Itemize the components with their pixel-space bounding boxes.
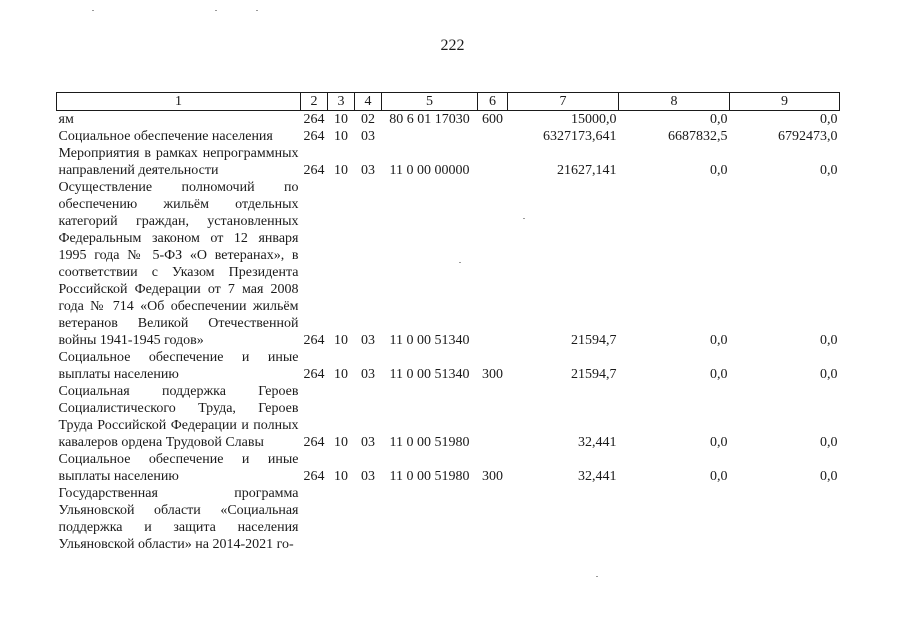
target-article <box>382 128 478 145</box>
amount-col7: 21594,7 <box>571 333 617 348</box>
target-article: 11 0 00 51980 <box>389 469 470 484</box>
amount-col7: 21627,141 <box>557 163 617 178</box>
column-number-header-row <box>57 93 840 111</box>
amount-col7: 6327173,641 <box>543 129 617 144</box>
table-row <box>57 349 840 383</box>
row-name: Социальное обеспечение населения <box>58 129 273 144</box>
expense-type <box>478 383 508 451</box>
amount-col8: 6687832,5 <box>668 129 728 144</box>
column-header: 1 <box>57 93 301 111</box>
admin-code: 264 <box>303 469 325 484</box>
amount-col8: 0,0 <box>710 163 728 178</box>
page-number: 222 <box>440 37 465 54</box>
subsection-code: 03 <box>361 333 375 348</box>
amount-col9: 0,0 <box>820 469 838 484</box>
row-name: ям <box>58 112 74 127</box>
admin-code: 264 <box>303 435 325 450</box>
section-code: 10 <box>334 435 348 450</box>
column-header: 5 <box>382 93 478 111</box>
admin-code: 264 <box>303 333 325 348</box>
expense-type <box>478 145 508 179</box>
admin-code <box>301 485 328 553</box>
expense-type: 300 <box>482 469 503 484</box>
subsection-code <box>355 485 382 553</box>
table-row <box>57 111 840 129</box>
amount-col9: 0,0 <box>820 163 838 178</box>
scan-speck <box>596 576 598 577</box>
subsection-code: 03 <box>361 367 375 382</box>
column-header: 9 <box>730 93 840 111</box>
section-code: 10 <box>334 112 348 127</box>
table-row <box>57 451 840 485</box>
expense-type: 600 <box>482 112 503 127</box>
amount-col8: 0,0 <box>710 435 728 450</box>
target-article: 11 0 00 00000 <box>389 163 470 178</box>
row-name: Социальная поддержка Героев Социалистического Труда, Героев Труда Российской Федерации и полных кавалеров ордена Трудовой Славы <box>58 384 299 450</box>
amount-col7: 32,441 <box>578 469 617 484</box>
admin-code: 264 <box>303 163 325 178</box>
target-article: 11 0 00 51340 <box>389 367 470 382</box>
table-row <box>57 383 840 451</box>
amount-col9 <box>730 485 840 553</box>
target-article <box>382 485 478 553</box>
amount-col7: 21594,7 <box>571 367 617 382</box>
table-row <box>57 128 840 145</box>
section-code <box>328 485 355 553</box>
target-article: 80 6 01 17030 <box>389 112 470 127</box>
amount-col8: 0,0 <box>710 469 728 484</box>
column-header: 4 <box>355 93 382 111</box>
section-code: 10 <box>334 367 348 382</box>
admin-code: 264 <box>303 112 325 127</box>
column-header: 6 <box>478 93 508 111</box>
subsection-code: 03 <box>361 163 375 178</box>
table-row <box>57 485 840 553</box>
subsection-code: 03 <box>361 435 375 450</box>
budget-table <box>56 92 840 553</box>
row-name: Мероприятия в рамках непрограммных направлений деятельности <box>58 146 299 178</box>
target-article: 11 0 00 51340 <box>389 333 470 348</box>
row-name: Социальное обеспечение и иные выплаты населению <box>58 350 299 382</box>
amount-col8: 0,0 <box>710 367 728 382</box>
expense-type <box>478 128 508 145</box>
amount-col8: 0,0 <box>710 112 728 127</box>
scan-speck <box>215 10 217 11</box>
admin-code: 264 <box>303 367 325 382</box>
amount-col8: 0,0 <box>710 333 728 348</box>
section-code: 10 <box>334 163 348 178</box>
scan-speck <box>256 10 258 11</box>
amount-col9: 6792473,0 <box>778 129 838 144</box>
table-row <box>57 179 840 349</box>
expense-type <box>478 485 508 553</box>
amount-col9: 0,0 <box>820 435 838 450</box>
subsection-code: 02 <box>361 112 375 127</box>
amount-col7: 15000,0 <box>571 112 617 127</box>
table-row <box>57 145 840 179</box>
amount-col9: 0,0 <box>820 333 838 348</box>
expense-type <box>478 179 508 349</box>
row-name: Осуществление полномочий по обеспечению жильём отдельных категорий граждан, установленных Федеральным законом от 12 января 1995 года № 5-ФЗ «О ветеранах», в соответствии с Указом Президента Российской Федерации от 7 мая 2008 года № 714 «Об обеспечении жильём ветеранов Великой Отечественной войны 1941-1945 годов» <box>58 180 299 348</box>
column-header: 2 <box>301 93 328 111</box>
row-name: Социальное обеспечение и иные выплаты населению <box>58 452 299 484</box>
scan-speck <box>92 10 94 11</box>
amount-col8 <box>619 485 730 553</box>
expense-type: 300 <box>482 367 503 382</box>
admin-code: 264 <box>303 129 325 144</box>
amount-col9: 0,0 <box>820 112 838 127</box>
amount-col9: 0,0 <box>820 367 838 382</box>
section-code: 10 <box>334 129 348 144</box>
column-header: 8 <box>619 93 730 111</box>
column-header: 3 <box>328 93 355 111</box>
column-header: 7 <box>508 93 619 111</box>
section-code: 10 <box>334 469 348 484</box>
row-name: Государственная программа Ульяновской области «Социальная поддержка и защита населения Ульяновской области» на 2014-2021 го- <box>58 486 299 552</box>
subsection-code: 03 <box>361 469 375 484</box>
amount-col7: 32,441 <box>578 435 617 450</box>
subsection-code: 03 <box>361 129 375 144</box>
amount-col7 <box>508 485 619 553</box>
section-code: 10 <box>334 333 348 348</box>
target-article: 11 0 00 51980 <box>389 435 470 450</box>
